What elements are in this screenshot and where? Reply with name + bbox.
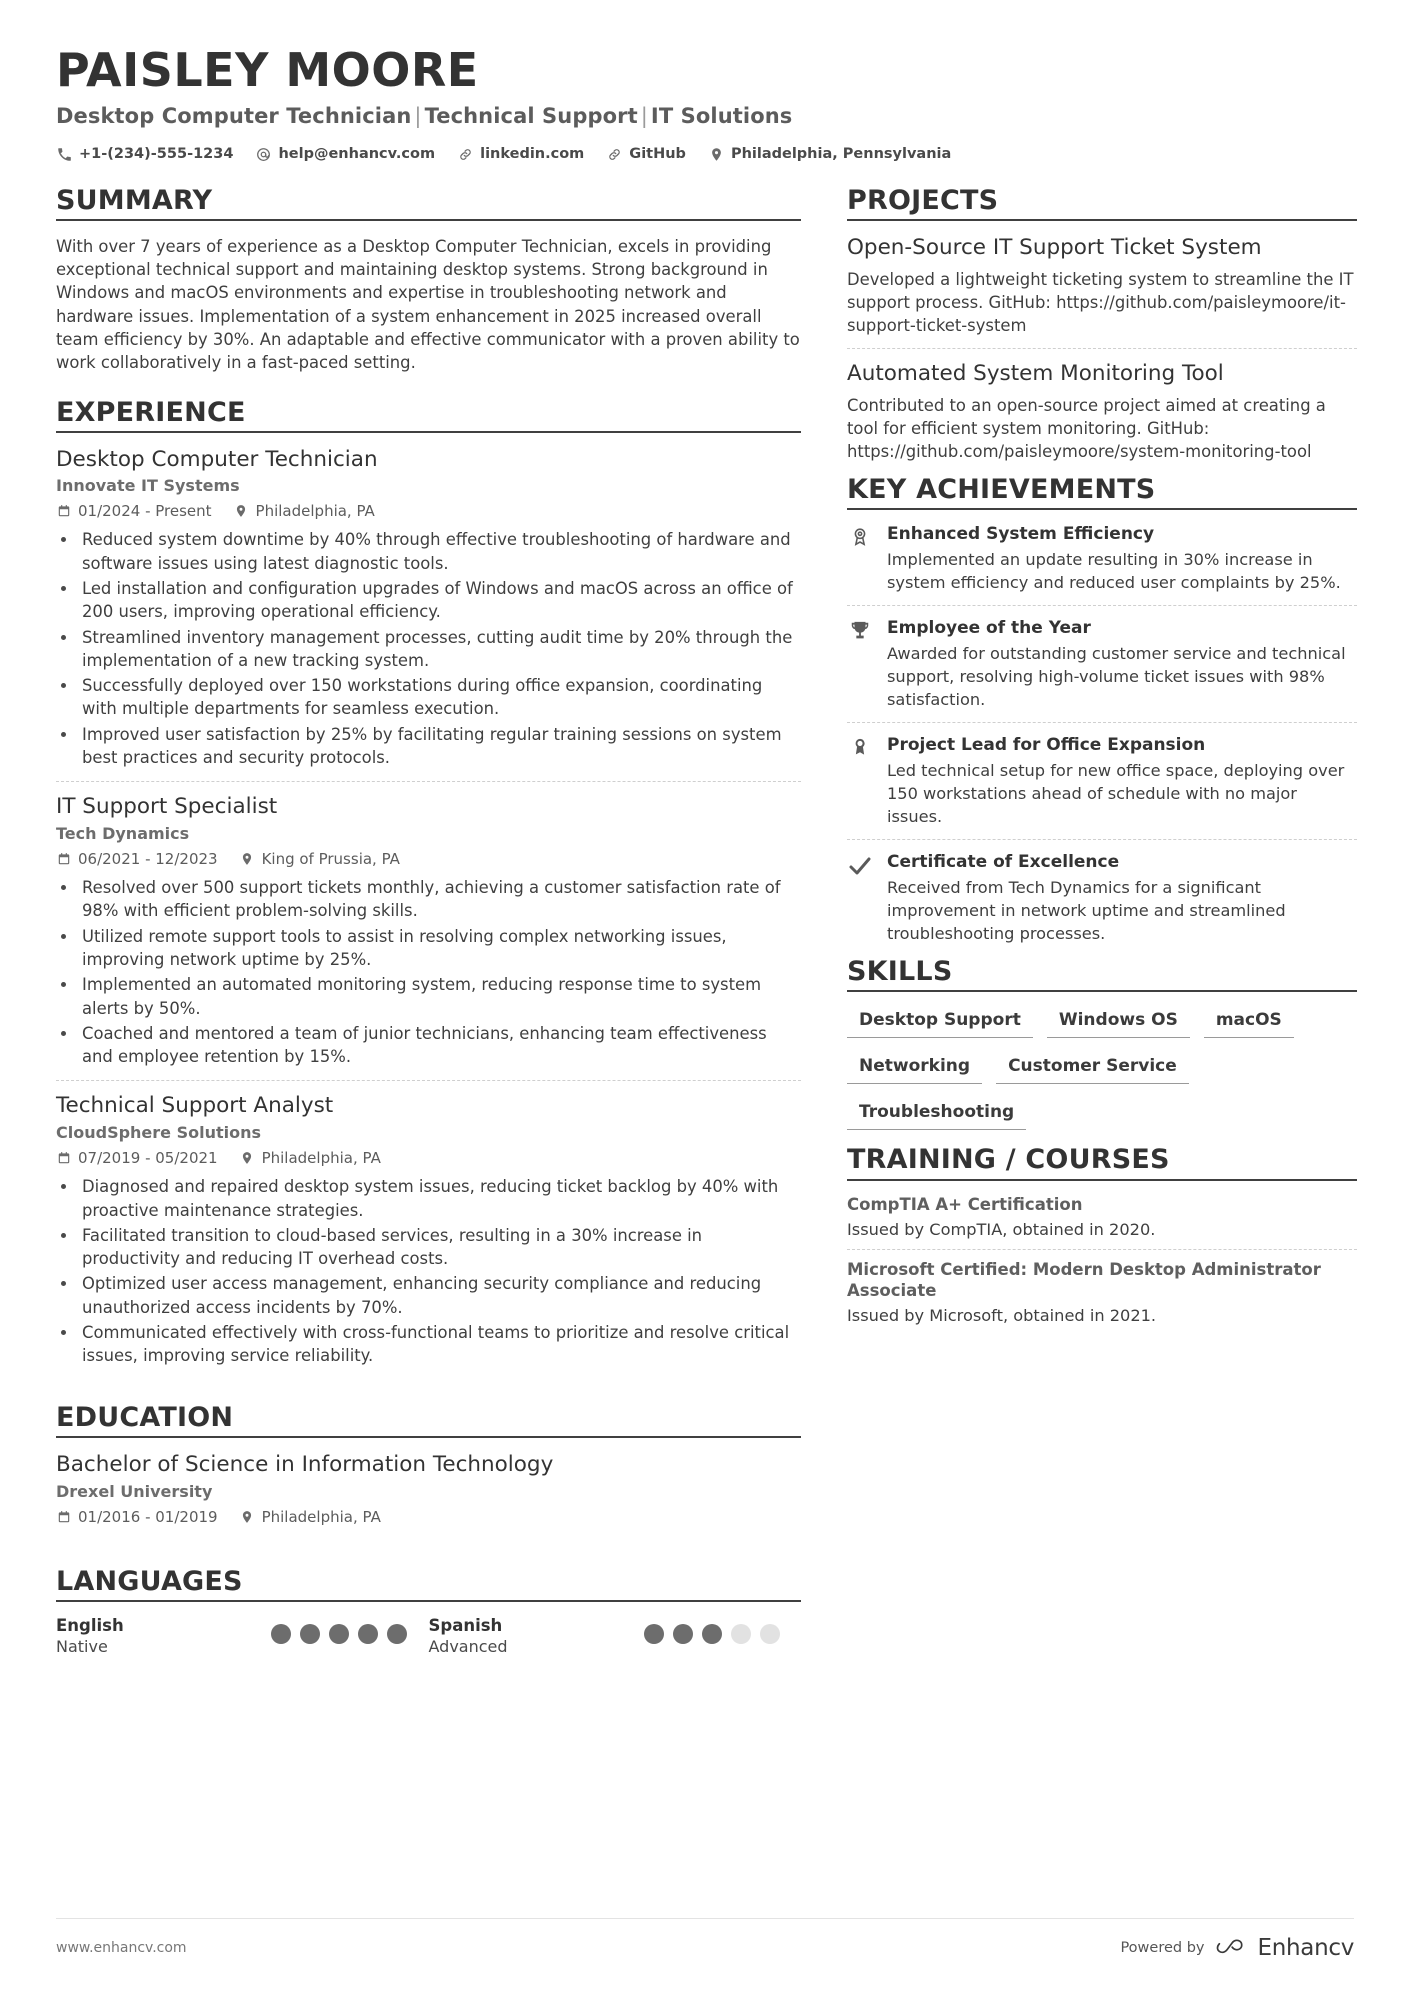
skill-tag: Networking [847, 1052, 982, 1084]
list-item: • Coached and mentored a team of junior technicians, enhancing team effectiveness and employee retention by 15%. [78, 1022, 801, 1069]
section-education [56, 1402, 801, 1544]
contact-location [708, 146, 951, 163]
language-rating [271, 1616, 407, 1644]
contact-github[interactable] [606, 146, 686, 163]
achievement-description: Implemented an update resulting in 30% increase in system efficiency and reduced user complaints by 25%. [887, 550, 1341, 592]
course-name: CompTIA A+ Certification [847, 1194, 1083, 1214]
rating-dot [358, 1624, 378, 1644]
checkmark-icon [847, 852, 873, 945]
job-dates-text: 07/2019 - 05/2021 [78, 1149, 218, 1168]
achievement-item [847, 839, 1357, 956]
enhancv-logo [1216, 1935, 1354, 1961]
calendar-icon [56, 1151, 71, 1166]
list-item: • Optimized user access management, enhancing security compliance and reducing unauthorized access incidents by 70%. [78, 1272, 801, 1319]
section-projects [847, 185, 1357, 474]
language-item [429, 1616, 802, 1656]
achievement-title: Project Lead for Office Expansion [887, 735, 1206, 756]
right-column [847, 179, 1357, 1336]
project-description: Contributed to an open-source project aimed at creating a tool for efficient system monitoring. GitHub: https://github.com/paisleymoore/system-monitoring-tool [847, 396, 1326, 461]
list-item: • Streamlined inventory management processes, cutting audit time by 20% through the implementation of a new tracking system. [78, 626, 801, 673]
left-column [56, 179, 801, 1656]
skill-tag: macOS [1204, 1006, 1294, 1038]
achievement-item [847, 722, 1357, 839]
contact-location-text: Philadelphia, Pennsylvania [730, 146, 952, 163]
company-name: CloudSphere Solutions [56, 1123, 262, 1143]
summary-section-title: SUMMARY [56, 185, 801, 221]
contact-phone-text: +1-(234)-555-1234 [79, 146, 234, 163]
contact-linkedin[interactable] [457, 146, 584, 163]
job-bullets [56, 1175, 801, 1367]
rating-dot [329, 1624, 349, 1644]
footer-url[interactable]: www.enhancv.com [56, 1940, 187, 1956]
list-item: • Successfully deployed over 150 workstations during office expansion, coordinating with multiple departments for seamless execution. [78, 674, 801, 721]
job-location [234, 502, 375, 520]
email-icon [255, 146, 272, 163]
rating-dot [673, 1624, 693, 1644]
language-level: Advanced [428, 1636, 508, 1656]
rating-dot [702, 1624, 722, 1644]
job-location-text: Philadelphia, PA [261, 1149, 381, 1168]
section-skills [847, 956, 1357, 1144]
list-item: • Improved user satisfaction by 25% by facilitating regular training sessions on system best practices and security protocols. [78, 723, 801, 770]
rating-dot [387, 1624, 407, 1644]
course-name: Microsoft Certified: Modern Desktop Administrator Associate [847, 1260, 1321, 1300]
job-title: IT Support Specialist [56, 794, 278, 820]
footer-branding [1120, 1935, 1354, 1961]
medal-icon [847, 735, 873, 828]
achievement-item [847, 524, 1357, 605]
section-summary [56, 185, 801, 375]
list-item: • Resolved over 500 support tickets monthly, achieving a customer satisfaction rate of 98% with efficient problem-solving skills. [78, 876, 801, 923]
headline-separator: | [640, 103, 648, 128]
calendar-icon [56, 1509, 71, 1524]
achievement-description: Led technical setup for new office space, deploying over 150 workstations ahead of schedule with no major issues. [887, 761, 1345, 826]
project-item [847, 348, 1357, 474]
phone-icon [56, 146, 73, 163]
location-pin-icon [708, 146, 725, 163]
award-ribbon-icon [847, 524, 873, 594]
professional-headline [56, 104, 1354, 128]
list-item: • Implemented an automated monitoring system, reducing response time to system alerts by 50%. [78, 973, 801, 1020]
calendar-icon [56, 504, 71, 519]
calendar-icon [56, 852, 71, 867]
language-name: Spanish [428, 1615, 503, 1635]
achievement-description: Received from Tech Dynamics for a significant improvement in network uptime and streamlined troubleshooting processes. [887, 878, 1286, 943]
page-title: PAISLEY MOORE [56, 43, 479, 97]
achievement-title: Enhanced System Efficiency [887, 524, 1155, 545]
section-achievements [847, 474, 1357, 956]
project-item [847, 235, 1357, 348]
trophy-icon [847, 618, 873, 711]
experience-entry [56, 781, 801, 1080]
job-title: Desktop Computer Technician [56, 446, 378, 472]
projects-section-title: PROJECTS [847, 185, 1357, 221]
powered-by-label: Powered by [1120, 1940, 1205, 1956]
languages-list [56, 1616, 801, 1656]
school-name: Drexel University [56, 1481, 213, 1501]
education-location-text: Philadelphia, PA [261, 1507, 381, 1526]
language-item [56, 1616, 429, 1656]
list-item: • Diagnosed and repaired desktop system issues, reducing ticket backlog by 40% with proactive maintenance strategies. [78, 1175, 801, 1222]
list-item: • Communicated effectively with cross-functional teams to prioritize and resolve critical issues, improving service reliability. [78, 1321, 801, 1368]
job-location [240, 850, 400, 868]
rating-dot [644, 1624, 664, 1644]
location-pin-icon [234, 504, 249, 519]
company-name: Tech Dynamics [56, 824, 190, 844]
course-description: Issued by Microsoft, obtained in 2021. [847, 1306, 1157, 1326]
job-location [240, 1149, 381, 1167]
job-dates [56, 502, 212, 520]
rating-dot [760, 1624, 780, 1644]
language-name: English [56, 1615, 124, 1635]
headline-part-2: Technical Support [424, 103, 638, 128]
skill-tag: Customer Service [996, 1052, 1189, 1084]
contact-linkedin-text: linkedin.com [480, 146, 585, 163]
skill-tag: Desktop Support [847, 1006, 1033, 1038]
project-name: Automated System Monitoring Tool [847, 360, 1224, 386]
language-level: Native [56, 1636, 108, 1656]
job-dates [56, 850, 218, 868]
rating-dot [271, 1624, 291, 1644]
training-section-title: TRAINING / COURSES [847, 1144, 1357, 1180]
contact-bar [56, 146, 1354, 163]
contact-github-text: GitHub [629, 146, 686, 163]
job-bullets [56, 528, 801, 769]
achievements-section-title: KEY ACHIEVEMENTS [847, 474, 1357, 510]
achievement-title: Certificate of Excellence [887, 852, 1120, 873]
job-meta [56, 1149, 801, 1167]
education-dates-text: 01/2016 - 01/2019 [78, 1507, 218, 1526]
headline-part-3: IT Solutions [650, 103, 793, 128]
section-experience [56, 397, 801, 1380]
location-pin-icon [240, 1151, 255, 1166]
skill-tag: Troubleshooting [847, 1098, 1026, 1130]
education-location [240, 1508, 381, 1526]
education-dates [56, 1508, 218, 1526]
list-item: • Led installation and configuration upgrades of Windows and macOS across an office of 200 users, improving operational efficiency. [78, 577, 801, 624]
location-pin-icon [240, 852, 255, 867]
skills-section-title: SKILLS [847, 956, 1357, 992]
course-item [847, 1249, 1357, 1335]
experience-entry [56, 1080, 801, 1379]
rating-dot [731, 1624, 751, 1644]
job-location-text: King of Prussia, PA [261, 850, 400, 869]
education-entry [56, 1452, 801, 1544]
headline-separator: | [414, 103, 422, 128]
education-meta [56, 1508, 801, 1526]
list-item: • Facilitated transition to cloud-based services, resulting in a 30% increase in productivity and reducing IT overhead costs. [78, 1224, 801, 1271]
course-description: Issued by CompTIA, obtained in 2020. [847, 1220, 1156, 1240]
job-title: Technical Support Analyst [56, 1093, 334, 1119]
page-footer [56, 1918, 1354, 1961]
course-item [847, 1195, 1357, 1250]
section-languages [56, 1566, 801, 1656]
contact-email[interactable] [255, 146, 435, 163]
achievement-item [847, 605, 1357, 722]
link-icon [606, 146, 623, 163]
list-item: • Reduced system downtime by 40% through effective troubleshooting of hardware and software issues using latest diagnostic tools. [78, 528, 801, 575]
degree-title: Bachelor of Science in Information Technology [56, 1451, 554, 1477]
section-training [847, 1144, 1357, 1335]
job-dates-text: 06/2021 - 12/2023 [78, 850, 218, 869]
link-icon [457, 146, 474, 163]
project-name: Open-Source IT Support Ticket System [847, 234, 1262, 260]
job-dates [56, 1149, 218, 1167]
achievement-title: Employee of the Year [887, 618, 1091, 639]
company-name: Innovate IT Systems [56, 476, 240, 496]
contact-phone [56, 146, 233, 163]
job-meta [56, 502, 801, 520]
skills-list [847, 1006, 1357, 1144]
list-item: • Utilized remote support tools to assist in resolving complex networking issues, improving network uptime by 25%. [78, 925, 801, 972]
achievement-description: Awarded for outstanding customer service and technical support, resolving high-volume ticket issues with 98% satisfaction. [887, 644, 1346, 709]
languages-section-title: LANGUAGES [56, 1566, 801, 1602]
language-rating [644, 1616, 780, 1644]
summary-text: With over 7 years of experience as a Desktop Computer Technician, excels in providing exceptional technical support and maintaining desktop systems. Strong background in Windows and macOS environments and expertise in troubleshooting network and hardware issues. Implementation of a system enhancement in 2025 increased overall team efficiency by 30%. An adaptable and effective communicator with a proven ability to work collaboratively in a fast-paced setting. [56, 236, 800, 373]
contact-email-text: help@enhancv.com [278, 146, 436, 163]
job-location-text: Philadelphia, PA [255, 502, 375, 521]
skill-tag: Windows OS [1047, 1006, 1190, 1038]
job-bullets [56, 876, 801, 1068]
rating-dot [300, 1624, 320, 1644]
experience-section-title: EXPERIENCE [56, 397, 801, 433]
education-section-title: EDUCATION [56, 1402, 801, 1438]
resume-header [56, 43, 1354, 163]
job-meta [56, 850, 801, 868]
project-description: Developed a lightweight ticketing system to streamline the IT support process. GitHub: https://github.com/paisleymoore/it-support-ticket-system [847, 269, 1354, 335]
location-pin-icon [240, 1509, 255, 1524]
enhancv-wordmark: Enhancv [1257, 1935, 1354, 1961]
headline-part-1: Desktop Computer Technician [56, 103, 412, 128]
experience-entry [56, 447, 801, 782]
job-dates-text: 01/2024 - Present [78, 502, 212, 521]
